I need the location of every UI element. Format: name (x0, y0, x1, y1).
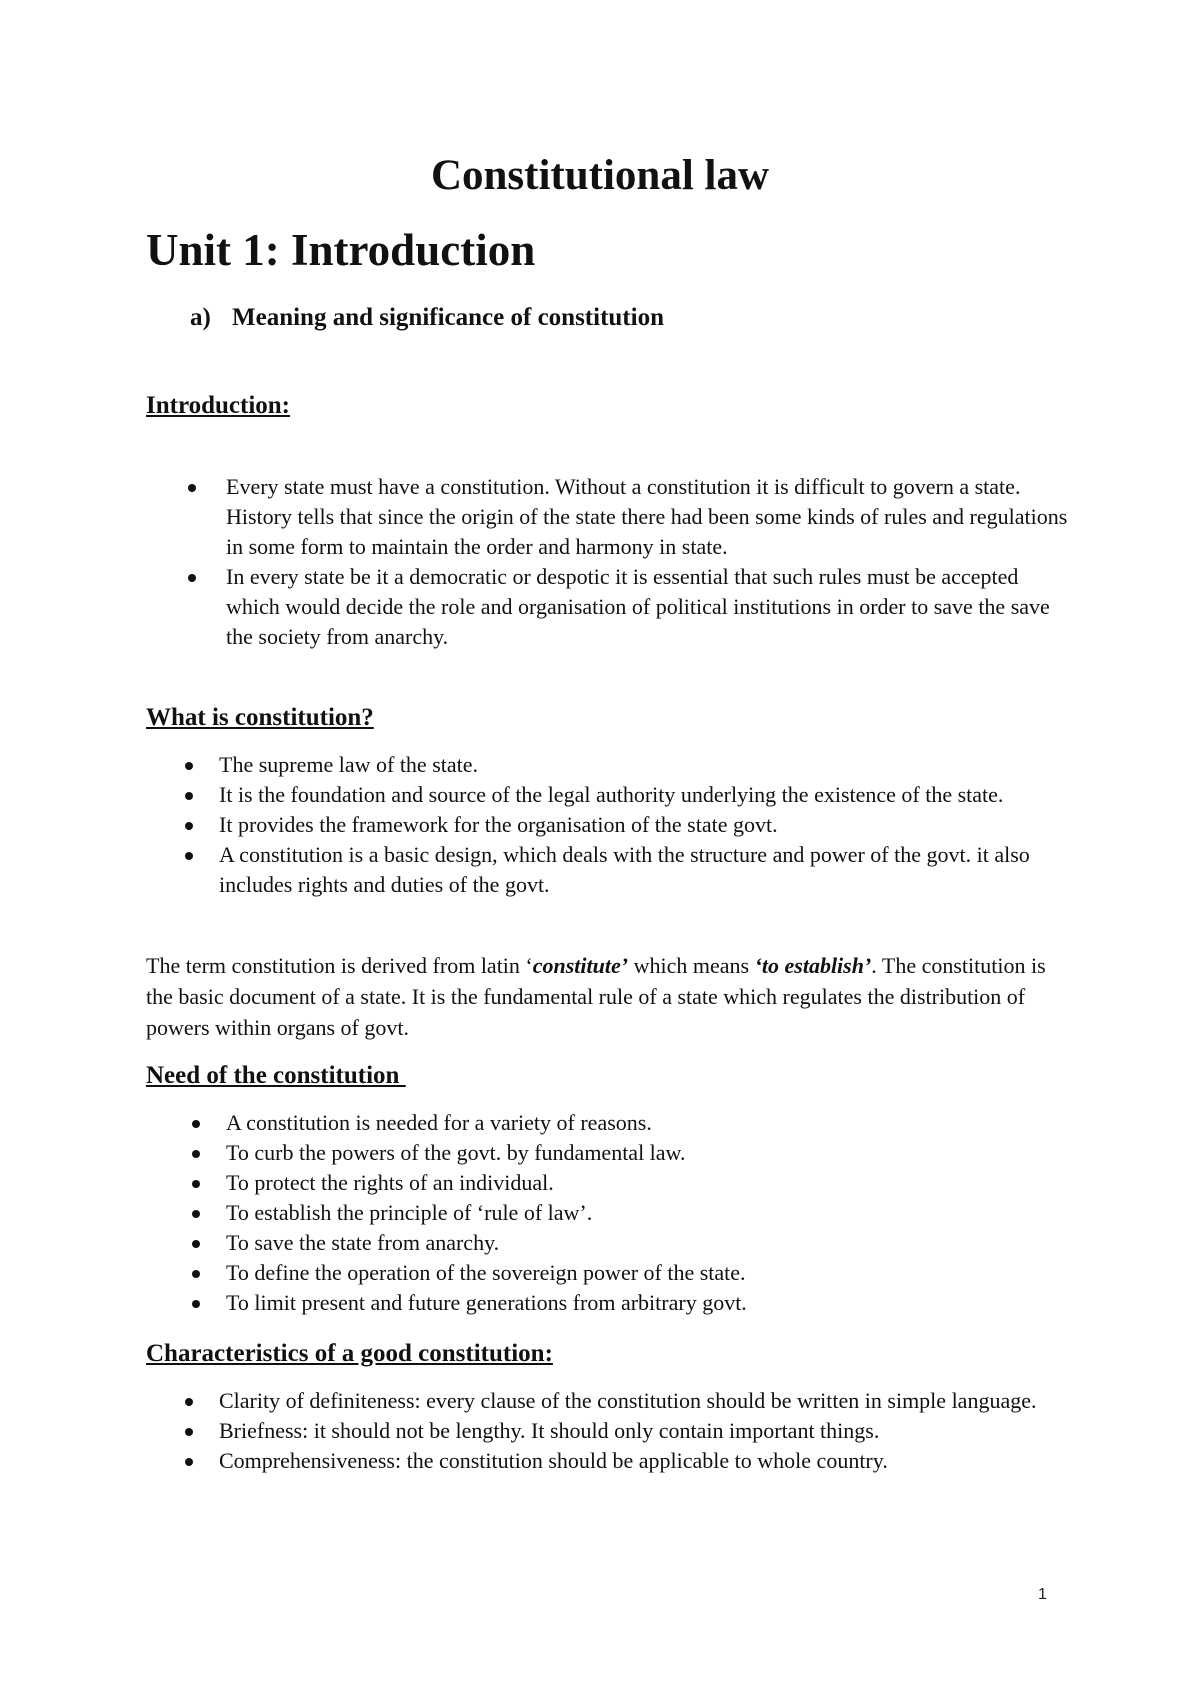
term-to-establish: ‘to establish’ (754, 953, 872, 978)
unit-title: Unit 1: Introduction (146, 225, 536, 275)
list-item (226, 1258, 1076, 1288)
list-item-text: Every state must have a constitution. Without a constitution it is difficult to govern a state. History tells that since the origin of the state there had been some kinds of rules and regulations in some form to maintain the order and harmony in state. (226, 474, 1068, 559)
bullet-icon (192, 1180, 200, 1188)
list-item (226, 1168, 1076, 1198)
list-item-text: To establish the principle of ‘rule of law’. (226, 1200, 593, 1225)
list-item (219, 1386, 1069, 1416)
bullet-icon (185, 792, 193, 800)
list-item-text: A constitution is a basic design, which deals with the structure and power of the govt. it also includes rights and duties of the govt. (219, 842, 1030, 897)
list-item-text: To protect the rights of an individual. (226, 1170, 554, 1195)
bullet-icon (192, 1150, 200, 1158)
list-item-text: To limit present and future generations from arbitrary govt. (226, 1290, 747, 1315)
list-item-text: Clarity of definiteness: every clause of the constitution should be written in simple language. (219, 1388, 1037, 1413)
subsection-heading (190, 300, 664, 336)
bullet-icon (185, 852, 193, 860)
bullet-icon (188, 484, 196, 492)
bullet-icon (192, 1120, 200, 1128)
paragraph-text: which means (628, 953, 755, 978)
term-constitute: constitute’ (532, 953, 629, 978)
need-heading: Need of the constitution (146, 1062, 406, 1089)
bullet-icon (185, 1458, 193, 1466)
document-title: Constitutional law (430, 152, 770, 199)
paragraph-text: The term constitution is derived from latin ‘ (146, 953, 533, 978)
list-item (219, 1416, 1069, 1446)
list-item (219, 750, 1069, 780)
bullet-icon (185, 1398, 193, 1406)
bullet-icon (185, 762, 193, 770)
list-item (226, 1288, 1076, 1318)
list-item-text: A constitution is needed for a variety of reasons. (226, 1110, 652, 1135)
list-item-text: Briefness: it should not be lengthy. It should only contain important things. (219, 1418, 880, 1443)
list-item (226, 1108, 1076, 1138)
list-item-text: It is the foundation and source of the legal authority underlying the existence of the state. (219, 782, 1004, 807)
constitution-definition-paragraph (146, 950, 1046, 1043)
list-item (226, 1228, 1076, 1258)
list-item (226, 1198, 1076, 1228)
need-list (226, 1108, 1076, 1318)
list-item (226, 1138, 1076, 1168)
list-item (219, 840, 1069, 900)
page-number: 1 (1038, 1586, 1047, 1603)
introduction-heading: Introduction: (146, 392, 291, 419)
list-item-text: To curb the powers of the govt. by fundamental law. (226, 1140, 686, 1165)
list-item-text: It provides the framework for the organisation of the state govt. (219, 812, 778, 837)
bullet-icon (185, 822, 193, 830)
characteristics-heading: Characteristics of a good constitution: (146, 1340, 553, 1367)
what-is-list (219, 750, 1069, 900)
list-item (219, 1446, 1069, 1476)
introduction-list (226, 472, 1076, 652)
bullet-icon (185, 1428, 193, 1436)
what-is-heading: What is constitution? (146, 704, 374, 731)
list-item-text: To define the operation of the sovereign power of the state. (226, 1260, 746, 1285)
bullet-icon (192, 1210, 200, 1218)
list-item-text: In every state be it a democratic or despotic it is essential that such rules must be accepted which would decide the role and organisation of political institutions in order to save the save the society from anarchy. (226, 564, 1050, 649)
list-item (219, 810, 1069, 840)
bullet-icon (192, 1300, 200, 1308)
list-item (219, 780, 1069, 810)
paragraph-text: . The constitution is the basic document of a state. It is the fundamental rule of a state which regulates the distribution of powers within organs of govt. (146, 953, 1046, 1040)
list-item (226, 562, 1076, 652)
list-item-text: The supreme law of the state. (219, 752, 479, 777)
list-item-text: Comprehensiveness: the constitution should be applicable to whole country. (219, 1448, 888, 1473)
bullet-icon (192, 1240, 200, 1248)
list-item (226, 472, 1076, 562)
bullet-icon (188, 574, 196, 582)
subsection-marker: a) (190, 304, 211, 331)
characteristics-list (219, 1386, 1069, 1476)
list-item-text: To save the state from anarchy. (226, 1230, 500, 1255)
subsection-text: Meaning and significance of constitution (232, 304, 664, 331)
bullet-icon (192, 1270, 200, 1278)
